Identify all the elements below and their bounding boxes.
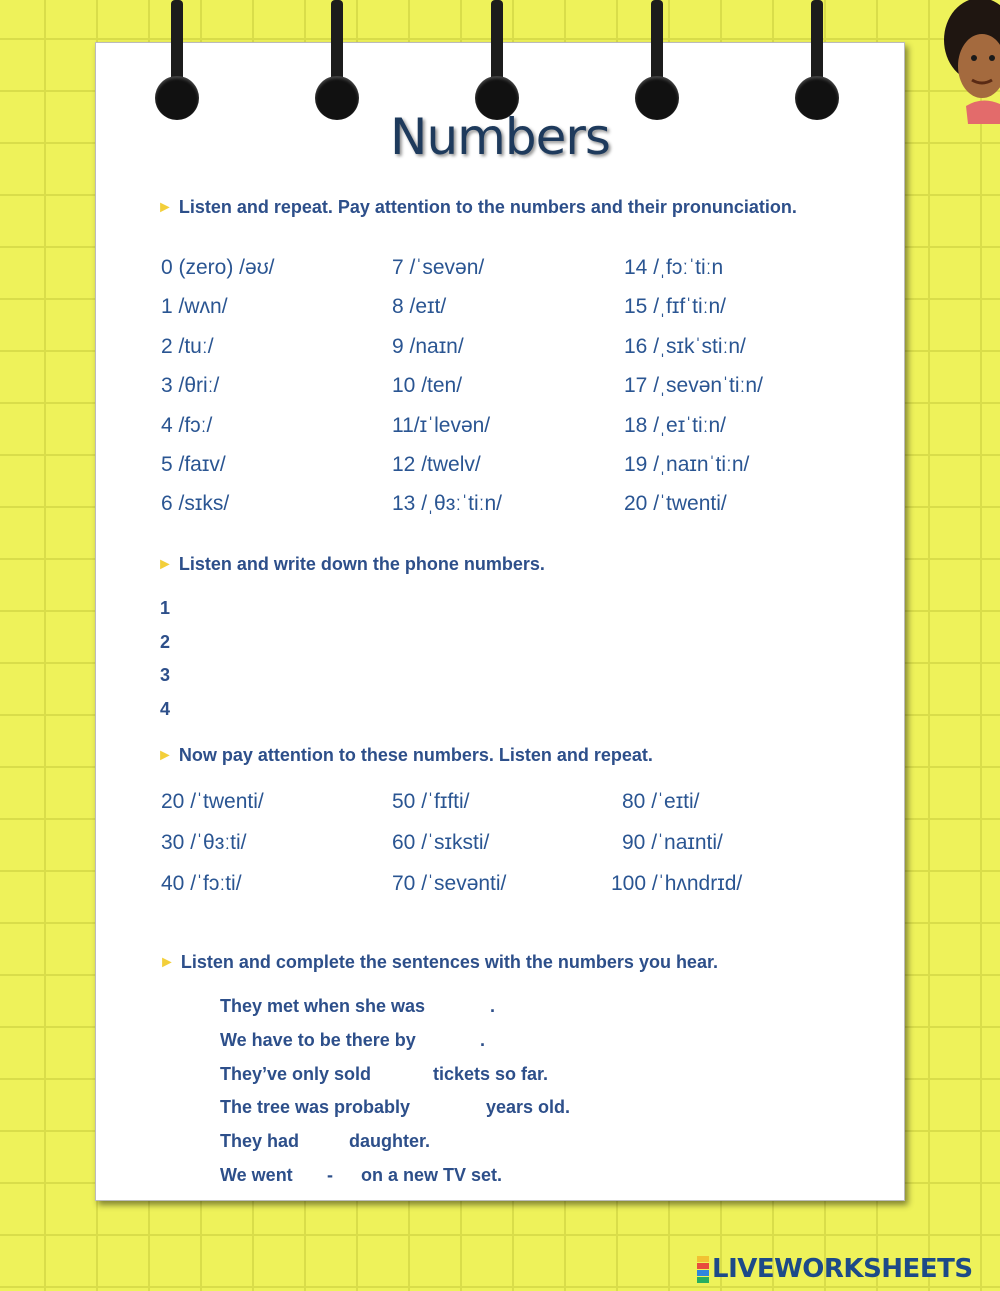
- sentence-part: We have to be there by: [220, 1030, 416, 1050]
- sentence-part: They met when she was: [220, 996, 426, 1016]
- number-pronunciation: 19 /ˌnaɪnˈtiːn/: [624, 453, 750, 476]
- sentence-part: They’ve only sold: [220, 1064, 372, 1084]
- number-pronunciation: 5 /faɪv/: [161, 453, 226, 476]
- binder-ring-icon: [635, 0, 679, 120]
- number-pronunciation: 80 /ˈeɪti/: [622, 790, 700, 813]
- number-pronunciation: 12 /twelv/: [392, 453, 481, 476]
- number-pronunciation: 60 /ˈsɪksti/: [392, 831, 490, 854]
- sentence-part: daughter.: [349, 1131, 431, 1151]
- arrow-right-icon: ►: [157, 556, 173, 573]
- number-pronunciation: 10 /ten/: [392, 374, 463, 397]
- phone-item-label: 1: [160, 598, 171, 618]
- number-pronunciation: 1 /wʌn/: [161, 295, 228, 318]
- instruction-phone-numbers: ► Listen and write down the phone numbers.: [157, 554, 545, 574]
- sentence-part: .: [480, 1030, 486, 1050]
- number-pronunciation: 3 /θriː/: [161, 374, 220, 397]
- instruction-tens: ► Now pay attention to these numbers. Listen and repeat.: [157, 745, 653, 765]
- sentence-part: -: [327, 1165, 333, 1185]
- instruction-listen-repeat: ► Listen and repeat. Pay attention to the numbers and their pronunciation.: [157, 197, 797, 217]
- number-pronunciation: 20 /ˈtwenti/: [624, 492, 727, 515]
- phone-item-label: 2: [160, 632, 171, 652]
- sentence-part: tickets so far.: [433, 1064, 549, 1084]
- page-title: Numbers: [390, 108, 610, 166]
- number-pronunciation: 7 /ˈsevən/: [392, 256, 485, 279]
- number-pronunciation: 11/ɪˈlevən/: [392, 414, 491, 437]
- sentence-part: We went: [220, 1165, 293, 1185]
- arrow-right-icon: ►: [157, 199, 173, 216]
- number-pronunciation: 18 /ˌeɪˈtiːn/: [624, 414, 727, 437]
- number-pronunciation: 30 /ˈθɜːti/: [161, 831, 247, 854]
- number-pronunciation: 6 /sɪks/: [161, 492, 230, 515]
- binder-ring-icon: [155, 0, 199, 120]
- sentence-part: years old.: [486, 1097, 571, 1117]
- phone-item-label: 3: [160, 665, 171, 685]
- number-pronunciation: 17 /ˌsevənˈtiːn/: [624, 374, 763, 397]
- binder-ring-icon: [475, 0, 519, 120]
- number-pronunciation: 70 /ˈsevənti/: [392, 872, 507, 895]
- number-pronunciation: 8 /eɪt/: [392, 295, 447, 318]
- arrow-right-icon: ►: [159, 954, 175, 971]
- number-pronunciation: 2 /tuː/: [161, 335, 214, 358]
- logo-blocks-icon: [697, 1256, 709, 1283]
- number-pronunciation: 40 /ˈfɔːti/: [161, 872, 242, 895]
- number-pronunciation: 9 /naɪn/: [392, 335, 464, 358]
- number-pronunciation: 13 /ˌθɜːˈtiːn/: [392, 492, 503, 515]
- arrow-right-icon: ►: [157, 747, 173, 764]
- sentence-part: They had: [220, 1131, 300, 1151]
- number-pronunciation: 0 (zero) /əʊ/: [161, 256, 275, 279]
- liveworksheets-logo: [697, 1252, 973, 1286]
- sentence-part: on a new TV set.: [361, 1165, 503, 1185]
- sentence-part: The tree was probably: [220, 1097, 411, 1117]
- number-pronunciation: 16 /ˌsɪkˈstiːn/: [624, 335, 746, 358]
- number-pronunciation: 14 /ˌfɔːˈtiːn: [624, 256, 724, 279]
- sentence-part: .: [490, 996, 496, 1016]
- phone-item-label: 4: [160, 699, 171, 719]
- number-pronunciation: 100 /ˈhʌndrɪd/: [611, 872, 743, 895]
- number-pronunciation: 20 /ˈtwenti/: [161, 790, 264, 813]
- avatar-girl-icon: [932, 0, 1000, 124]
- number-pronunciation: 90 /ˈnaɪnti/: [622, 831, 723, 854]
- number-pronunciation: 15 /ˌfɪfˈtiːn/: [624, 295, 727, 318]
- instruction-complete-sentences: ► Listen and complete the sentences with the numbers you hear.: [159, 952, 718, 972]
- binder-ring-icon: [315, 0, 359, 120]
- binder-ring-icon: [795, 0, 839, 120]
- number-pronunciation: 4 /fɔː/: [161, 414, 213, 437]
- number-pronunciation: 50 /ˈfɪfti/: [392, 790, 470, 813]
- logo-text: LIVEWORKSHEETS: [712, 1254, 973, 1284]
